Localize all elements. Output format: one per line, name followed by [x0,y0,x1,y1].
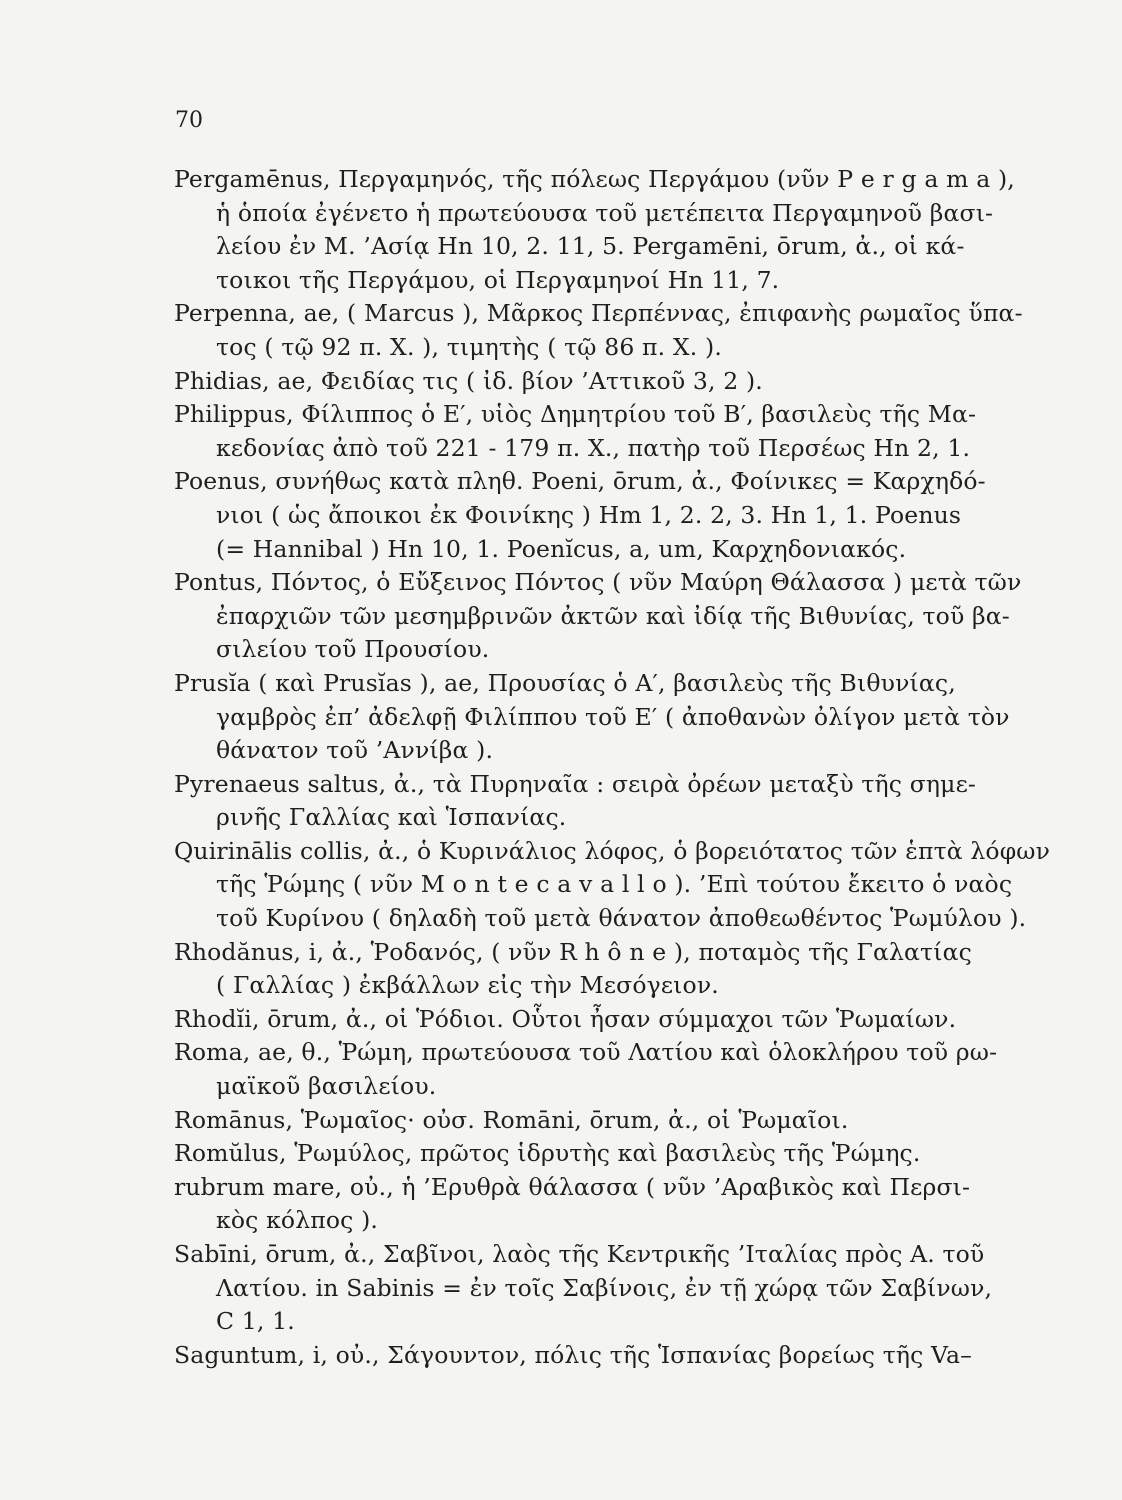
entry-line: Romānus, Ῥωμαῖος· οὐσ. Romāni, ōrum, ἀ., οἱ Ῥωμαῖοι. [174,1105,849,1134]
entry-line: ρινῆς Γαλλίας καὶ Ἱσπανίας. [216,803,567,832]
entry-pontus [174,566,1094,667]
entry-line: Sabīni, ōrum, ἀ., Σαβῖνοι, λαὸς τῆς Κεντρικῆς ’Ιταλίας πρὸς Α. τοῦ [174,1240,985,1268]
page-number: 70 [175,108,203,133]
entry-line: ἐπαρχιῶν τῶν μεσημβρινῶν ἀκτῶν καὶ ἰδίᾳ τῆς Βιθυνίας, τοῦ βα- [216,601,1010,630]
entry-line: rubrum mare, οὐ., ἡ ’Ερυθρὰ θάλασσα ( νῦν ’Αραβικὸς καὶ Περσι- [174,1172,971,1201]
entry-line: τος ( τῷ 92 π. Χ. ), τιμητὴς ( τῷ 86 π. Χ. ). [216,332,722,361]
entry-saguntum [174,1339,1094,1373]
entry-line: τῆς Ῥώμης ( νῦν M o n t e c a v a l l o ). ’Επὶ τούτου ἔκειτο ὁ ναὸς [216,870,1013,899]
entry-rhodii [174,1003,1094,1037]
entry-perpenna [174,297,1094,364]
entry-line: Λατίου. in Sabinis = ἐν τοῖς Σαβίνοις, ἐν τῇ χώρᾳ τῶν Σαβίνων, [216,1273,993,1302]
entry-line: C 1, 1. [216,1307,295,1336]
entry-line: (= Hannibal ) Hn 10, 1. Poenĭcus, a, um, Καρχηδονιακός. [216,534,907,563]
entry-line: Saguntum, i, οὐ., Σάγουντον, πόλις τῆς Ἱσπανίας βορείως τῆς Va– [174,1340,973,1369]
entry-line: Pontus, Πόντος, ὁ Εὔξεινος Πόντος ( νῦν Μαύρη Θάλασσα ) μετὰ τῶν [174,568,1022,597]
entry-romulus [174,1137,1094,1171]
entry-romanus [174,1104,1094,1138]
entry-philippus [174,398,1094,465]
entry-line: Rhodĭi, ōrum, ἀ., οἱ Ῥόδιοι. Οὗτοι ἦσαν σύμμαχοι τῶν Ῥωμαίων. [174,1004,957,1033]
entry-line: γαμβρὸς ἐπ’ ἀδελφῇ Φιλίππου τοῦ Ε′ ( ἀποθανὼν ὀλίγον μετὰ τὸν [216,702,1010,731]
entry-line: Roma, ae, θ., Ῥώμη, πρωτεύουσα τοῦ Λατίου καὶ ὁλοκλήρου τοῦ ρω- [174,1038,998,1067]
entry-line: Romŭlus, Ῥωμύλος, πρῶτος ἱδρυτὴς καὶ βασιλεὺς τῆς Ῥώμης. [174,1139,921,1168]
entry-line: Philippus, Φίλιππος ὁ Ε′, υἱὸς Δημητρίου τοῦ Β′, βασιλεὺς τῆς Μα- [174,400,977,429]
entry-poenus [174,465,1094,566]
entry-rhodanus [174,936,1094,1003]
entry-line: Perpenna, ae, ( Marcus ), Μᾶρκος Περπέννας, ἐπιφανὴς ρωμαῖος ὕπα- [174,299,1023,328]
entry-pergamenus [174,163,1094,297]
entry-line: τοικοι τῆς Περγάμου, οἱ Περγαμηνοί Hn 11, 7. [216,265,780,294]
entry-sabini [174,1238,1094,1339]
entry-line: κὸς κόλπος ). [216,1206,379,1235]
entry-quirinalis [174,835,1094,936]
entry-line: Pyrenaeus saltus, ἀ., τὰ Πυρηναῖα : σειρὰ ὀρέων μεταξὺ τῆς σημε- [174,769,976,798]
entry-line: ( Γαλλίας ) ἐκβάλλων εἰς τὴν Μεσόγειον. [216,971,719,1000]
entry-phidias [174,365,1094,399]
entry-line: τοῦ Κυρίνου ( δηλαδὴ τοῦ μετὰ θάνατον ἀποθεωθέντος Ῥωμύλου ). [216,904,1027,933]
entry-line: ἡ ὁποία ἐγένετο ἡ πρωτεύουσα τοῦ μετέπειτα Περγαμηνοῦ βασι- [216,198,994,227]
dictionary-entries [174,163,1094,1372]
entry-rubrum-mare [174,1171,1094,1238]
entry-line: Quirinālis collis, ἀ., ὁ Κυρινάλιος λόφος, ὁ βορειότατος τῶν ἑπτὰ λόφων [174,836,1051,865]
entry-roma [174,1036,1094,1103]
entry-line: Poenus, συνήθως κατὰ πληθ. Poeni, ōrum, ἀ., Φοίνικες = Καρχηδό- [174,467,986,496]
entry-line: Pergamēnus, Περγαμηνός, τῆς πόλεως Περγάμου (νῦν P e r g a m a ), [174,165,1015,193]
entry-line: σιλείου τοῦ Προυσίου. [216,635,490,664]
entry-prusia [174,667,1094,768]
entry-line: μαϊκοῦ βασιλείου. [216,1072,437,1101]
entry-line: Rhodănus, i, ἀ., Ῥοδανός, ( νῦν R h ô n e ), ποταμὸς τῆς Γαλατίας [174,937,972,966]
entry-line: Phidias, ae, Φειδίας τις ( ἰδ. βίον ’Αττικοῦ 3, 2 ). [174,366,763,395]
entry-line: νιοι ( ὡς ἄποικοι ἐκ Φοινίκης ) Hm 1, 2. 2, 3. Hn 1, 1. Poenus [216,500,962,529]
entry-line: Prusĭa ( καὶ Prusĭas ), ae, Προυσίας ὁ Α′, βασιλεὺς τῆς Βιθυνίας, [174,668,956,697]
entry-line: κεδονίας ἀπὸ τοῦ 221 - 179 π. Χ., πατὴρ τοῦ Περσέως Hn 2, 1. [216,433,971,462]
entry-line: λείου ἐν Μ. ’Ασίᾳ Hn 10, 2. 11, 5. Pergamēni, ōrum, ἀ., οἱ κά- [216,232,965,261]
entry-pyrenaeus [174,768,1094,835]
entry-line: θάνατον τοῦ ’Αννίβα ). [216,736,494,765]
